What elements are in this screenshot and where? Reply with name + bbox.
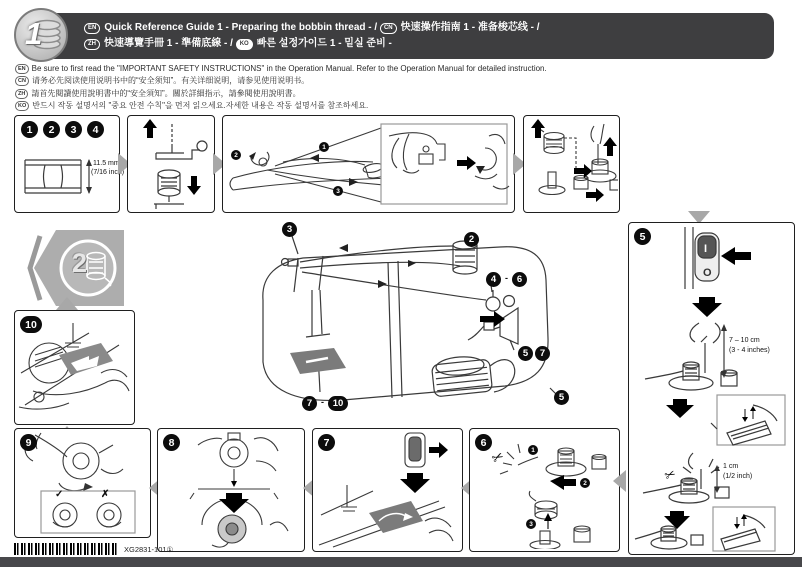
- correct-mark: ✓: [55, 489, 64, 500]
- wind-length-inch: (3 - 4 inches): [729, 347, 770, 354]
- step-badge-4: 4: [87, 121, 104, 138]
- step-badge-1: 1: [21, 121, 38, 138]
- set-bobbin-diagram: [524, 116, 618, 210]
- panel-thread-path: [222, 115, 515, 213]
- wind-length-value: 7 – 10 cm: [729, 337, 760, 344]
- note-text-cn: 请务必先阅读使用说明书中的“安全须知”。有关详细说明，请参见使用说明书。: [31, 76, 310, 86]
- thread-sub-3: 3: [333, 186, 343, 196]
- scissors-icon: ✂: [662, 465, 679, 484]
- callout-spool: 2: [464, 232, 479, 247]
- panel-step-10: [14, 310, 135, 425]
- step-badge-2: 2: [43, 121, 60, 138]
- bobbin-size-diagram: [15, 148, 119, 212]
- note-lang-zh: ZH: [15, 89, 28, 99]
- step-6-diagram: [470, 429, 618, 549]
- header-title-ko: 빠른 설정가이드 1 - 밑실 준비 -: [256, 38, 392, 49]
- callout-plate-to: 10: [328, 396, 348, 411]
- part-number: XG2831-101①: [124, 545, 174, 554]
- flow-arrow-left-4: [613, 470, 626, 492]
- panel-step-9: [14, 428, 151, 538]
- spool-pin-diagram: [128, 116, 213, 210]
- panel-step-8: [157, 428, 305, 552]
- bobbin-size-inch: (7/16 inch): [91, 169, 125, 176]
- lang-badge-en: EN: [84, 23, 100, 34]
- step-7-diagram: [313, 429, 461, 549]
- guide-number: 1: [25, 16, 43, 51]
- panel-9-number: 9: [20, 434, 37, 451]
- step-5-diagram: [629, 223, 793, 552]
- next-guide-number: 2: [72, 248, 88, 278]
- header-line-1: [84, 20, 766, 36]
- step-8-diagram: [158, 429, 303, 549]
- panel-step-5: [628, 222, 795, 555]
- callout-winder-to: 6: [512, 272, 527, 287]
- callout-guide: 3: [282, 222, 297, 237]
- thread-sub-2: 2: [231, 150, 241, 160]
- panel-set-bobbin: [523, 115, 620, 213]
- panel-7-number: 7: [318, 434, 335, 451]
- panel-steps-1-4: [14, 115, 125, 213]
- flow-arrow-up-1: [56, 297, 78, 310]
- tail-length-value: 1 cm: [723, 463, 739, 470]
- page-bottom-strip: [0, 557, 802, 567]
- note-lang-ko: KO: [15, 101, 29, 111]
- callout-power-5: 5: [518, 346, 533, 361]
- panel-10-number: 10: [20, 316, 42, 333]
- guide-number-badge: [14, 8, 68, 62]
- callout-plate-from: 7: [302, 396, 317, 411]
- callout-winder-from: 4: [486, 272, 501, 287]
- step6-sub-2: 2: [580, 478, 590, 488]
- note-text-zh: 請首先閱讀使用說明書中的“安全須知”。關於詳細指示，請參閱使用說明書。: [31, 88, 301, 98]
- wrong-mark: ✗: [101, 489, 110, 500]
- header-bar: [30, 13, 774, 59]
- thread-path-diagram: [223, 116, 513, 210]
- safety-notes: [15, 63, 547, 113]
- barcode: [14, 543, 118, 555]
- lang-badge-zh: ZH: [84, 39, 100, 50]
- panel-6-number: 6: [475, 434, 492, 451]
- panel-spool-pin: [127, 115, 215, 213]
- note-text-en: Be sure to first read the "IMPORTANT SAFETY INSTRUCTIONS" in the Operation Manual. Refer to the Operation Manual for detailed instruction.: [31, 64, 547, 73]
- bobbin-size-value: 11.5 mm: [93, 160, 120, 167]
- step6-sub-1: 1: [528, 445, 538, 455]
- header-title-cn: 快速操作指南 1 - 准备梭芯线 - /: [400, 22, 540, 33]
- header-title-zh: 快速導覽手冊 1 - 準備底線 - /: [104, 38, 233, 49]
- next-guide-badge: [26, 226, 130, 310]
- panel-8-number: 8: [163, 434, 180, 451]
- header-title-en: Quick Reference Guide 1 - Preparing the bobbin thread - /: [104, 22, 378, 33]
- lang-badge-cn: CN: [380, 23, 397, 34]
- note-text-ko: 반드시 작동 설명서의 "중요 안전 수칙"을 먼저 읽으세요.자세한 내용은 작동 설명서를 참조하세요.: [32, 101, 369, 111]
- machine-overview: [228, 220, 628, 428]
- thread-sub-1: 1: [319, 142, 329, 152]
- note-lang-cn: CN: [15, 76, 29, 86]
- svg-text:O: O: [703, 267, 712, 279]
- lang-badge-ko: KO: [236, 39, 253, 50]
- step-badge-3: 3: [65, 121, 82, 138]
- tail-length-inch: (1/2 inch): [723, 473, 753, 480]
- callout-power-7: 7: [535, 346, 550, 361]
- callout-dash-1: -: [505, 273, 508, 283]
- panel-step-6: [469, 428, 620, 552]
- note-lang-en: EN: [15, 64, 29, 74]
- callout-dash-2: -: [321, 397, 324, 407]
- panel-step-7: [312, 428, 463, 552]
- callout-pedal: 5: [554, 390, 569, 405]
- svg-text:I: I: [704, 243, 708, 255]
- scissors-icon-2: ✂: [488, 447, 507, 467]
- panel-5-number: 5: [634, 228, 651, 245]
- header-line-2: [84, 36, 766, 52]
- step6-sub-3: 3: [526, 519, 536, 529]
